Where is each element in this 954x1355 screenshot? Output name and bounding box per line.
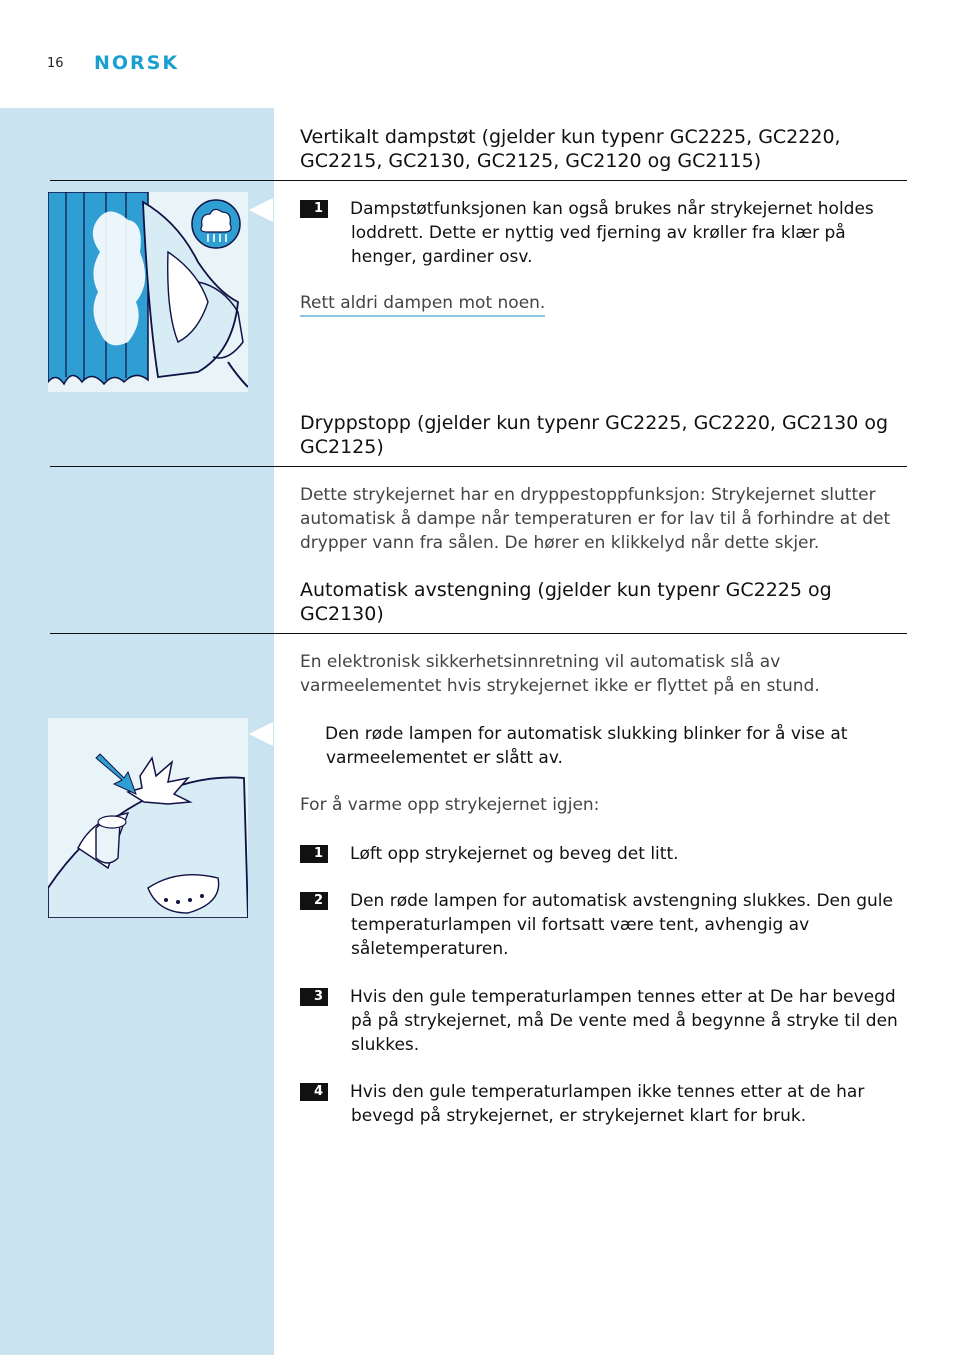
step-number: 2 [300,892,328,910]
language-label: NORSK [94,52,180,74]
section-divider [50,180,907,181]
warning-note: Rett aldri dampen mot noen. [300,291,545,317]
step-number: 4 [300,1083,328,1101]
drip-stop-description: Dette strykejernet har en dryppestoppfunksjon: Strykejernet slutter automatisk å dampe når temperaturen er for lav til å forhindre at det drypper vann fra sålen. De hører en klikkelyd når dette skjer. [300,485,891,553]
bullet-item [300,722,910,770]
section-heading-drip-stop: Dryppstopp (gjelder kun typenr GC2225, GC2220, GC2130 og GC2125) [300,412,889,458]
bullet-text: Den røde lampen for automatisk slukking blinker for å vise at varmeelementet er slått av. [325,724,848,768]
step-item [300,1080,910,1128]
step-item [300,197,910,269]
vertical-steam-illustration [48,192,248,392]
section-heading-vertical-steam: Vertikalt dampstøt (gjelder kun typenr GC2225, GC2220, GC2215, GC2130, GC2125, GC2120 og GC2115) [300,126,841,172]
step-number: 1 [300,200,328,218]
step-text: Den røde lampen for automatisk avstengning slukkes. Den gule temperaturlampen vil fortsatt være tent, avhengig av såletemperaturen. [350,891,893,959]
step-item [300,842,910,866]
illustration-auto-shutoff [48,718,248,918]
reheat-instruction: For å varme opp strykejernet igjen: [300,795,600,815]
step-text: Dampstøtfunksjonen kan også brukes når strykejernet holdes loddrett. Dette er nyttig ved fjerning av krøller fra klær på henger, gardiner osv. [350,199,874,267]
step-text: Hvis den gule temperaturlampen ikke tennes etter at de har bevegd på strykejernet, er strykejernet klart for bruk. [350,1082,865,1126]
section-divider [50,633,907,634]
section-heading-auto-shutoff: Automatisk avstengning (gjelder kun typenr GC2225 og GC2130) [300,579,832,625]
step-item [300,985,910,1057]
step-item [300,889,910,961]
illustration-pointer [249,198,273,222]
auto-shutoff-illustration [48,718,248,918]
illustration-pointer [249,722,273,746]
section-divider [50,466,907,467]
step-text: Løft opp strykejernet og beveg det litt. [350,844,679,864]
auto-shutoff-description: En elektronisk sikkerhetsinnretning vil automatisk slå av varmeelementet hvis strykejernet ikke er flyttet på en stund. [300,652,820,696]
step-number: 1 [300,845,328,863]
step-number: 3 [300,988,328,1006]
illustration-vertical-steam [48,192,248,392]
page-number: 16 [47,56,64,71]
step-text: Hvis den gule temperaturlampen tennes etter at De har bevegd på på strykejernet, må De vente med å begynne å stryke til den slukkes. [350,987,898,1055]
